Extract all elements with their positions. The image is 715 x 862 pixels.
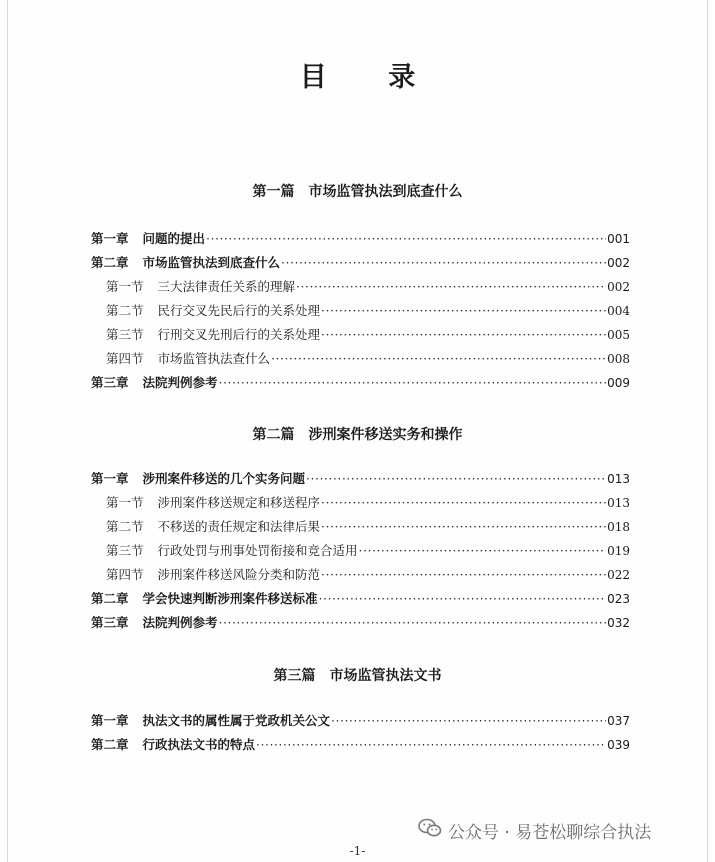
entry-title: 问题的提出 [142,231,206,246]
part-heading [0,424,715,444]
entry-number: 第三章 [91,615,129,630]
entry-page-number: 001 [607,232,630,246]
dot-leader [359,541,607,561]
entry-number: 第二章 [91,591,129,606]
entry-page-number: 013 [607,472,630,486]
dot-leader [321,325,606,345]
dot-leader [319,589,607,609]
entry-title: 行政处罚与刑事处罚衔接和竞合适用 [157,543,358,558]
part-heading [0,665,715,685]
entry-number: 第二章 [91,737,129,752]
entry-page-number: 005 [607,328,630,342]
toc-entry[interactable] [106,277,630,297]
entry-number: 第一章 [91,713,129,728]
entry-page-number: 023 [607,592,630,606]
toc-entry[interactable] [106,541,630,561]
part-number: 第二篇 [252,427,295,443]
entry-title: 涉刑案件移送规定和移送程序 [157,495,321,510]
entry-page-number: 039 [607,738,630,752]
dot-leader [281,253,606,273]
page-number: -1- [349,844,366,858]
entry-page-number: 002 [607,256,630,270]
part-heading [0,181,715,201]
entry-number: 第二节 [106,519,144,534]
dot-leader [256,735,606,755]
entry-title: 民行交叉先民后行的关系处理 [157,303,321,318]
entry-page-number: 019 [607,544,630,558]
toc-entry[interactable] [91,735,630,755]
dot-leader [306,469,606,489]
watermark-text: 公众号 · 易苍松聊综合执法 [448,823,652,843]
entry-page-number: 037 [607,714,630,728]
entry-number: 第二节 [106,303,144,318]
toc-entry[interactable] [106,565,630,585]
toc-entry[interactable] [91,373,630,393]
toc-entry[interactable] [91,711,630,731]
toc-entry[interactable] [106,325,630,345]
entry-number: 第一章 [91,231,129,246]
dot-leader [219,613,607,633]
entry-title: 法院判例参考 [142,615,218,630]
entry-title: 市场监管执法到底查什么 [142,255,281,270]
entry-page-number: 008 [607,352,630,366]
entry-title: 三大法律责任关系的理解 [157,279,296,294]
toc-entry[interactable] [91,229,630,249]
entry-title: 行刑交叉先刑后行的关系处理 [157,327,321,342]
entry-page-number: 002 [607,280,630,294]
dot-leader [331,711,606,731]
toc-entry[interactable] [91,469,630,489]
entry-page-number: 018 [607,520,630,534]
toc-entry[interactable] [106,493,630,513]
toc-entry[interactable] [91,589,630,609]
part-name: 市场监管执法到底查什么 [308,184,463,200]
dot-leader [271,349,606,369]
dot-leader [321,565,606,585]
entry-number: 第一节 [106,279,144,294]
entry-title: 涉刑案件移送风险分类和防范 [157,567,321,582]
dot-leader [321,493,606,513]
toc-entry[interactable] [106,349,630,369]
dot-leader [321,517,606,537]
toc-entry[interactable] [91,253,630,273]
page-title: 目 录 [299,62,442,93]
entry-number: 第一章 [91,471,129,486]
watermark [418,818,651,843]
entry-title: 学会快速判断涉刑案件移送标准 [142,591,318,606]
toc-entry[interactable] [106,517,630,537]
entry-number: 第三章 [91,375,129,390]
dot-leader [219,373,607,393]
part-name: 涉刑案件移送实务和操作 [308,427,463,443]
entry-number: 第三节 [106,327,144,342]
dot-leader [321,301,606,321]
entry-number: 第三节 [106,543,144,558]
entry-page-number: 022 [607,568,630,582]
dot-leader [296,277,606,297]
entry-number: 第四节 [106,351,144,366]
entry-title: 执法文书的属性属于党政机关公文 [142,713,331,728]
entry-page-number: 013 [607,496,630,510]
entry-title: 行政执法文书的特点 [142,737,256,752]
part-number: 第三篇 [273,668,316,684]
entry-title: 不移送的责任规定和法律后果 [157,519,321,534]
entry-number: 第一节 [106,495,144,510]
wechat-icon [418,818,442,843]
entry-page-number: 009 [607,376,630,390]
entry-number: 第二章 [91,255,129,270]
entry-page-number: 032 [607,616,630,630]
dot-leader [206,229,606,249]
part-number: 第一篇 [252,184,295,200]
entry-number: 第四节 [106,567,144,582]
entry-title: 市场监管执法查什么 [157,351,271,366]
entry-page-number: 004 [607,304,630,318]
entry-title: 涉刑案件移送的几个实务问题 [142,471,306,486]
toc-entry[interactable] [106,301,630,321]
toc-entry[interactable] [91,613,630,633]
entry-title: 法院判例参考 [142,375,218,390]
part-name: 市场监管执法文书 [329,668,442,684]
